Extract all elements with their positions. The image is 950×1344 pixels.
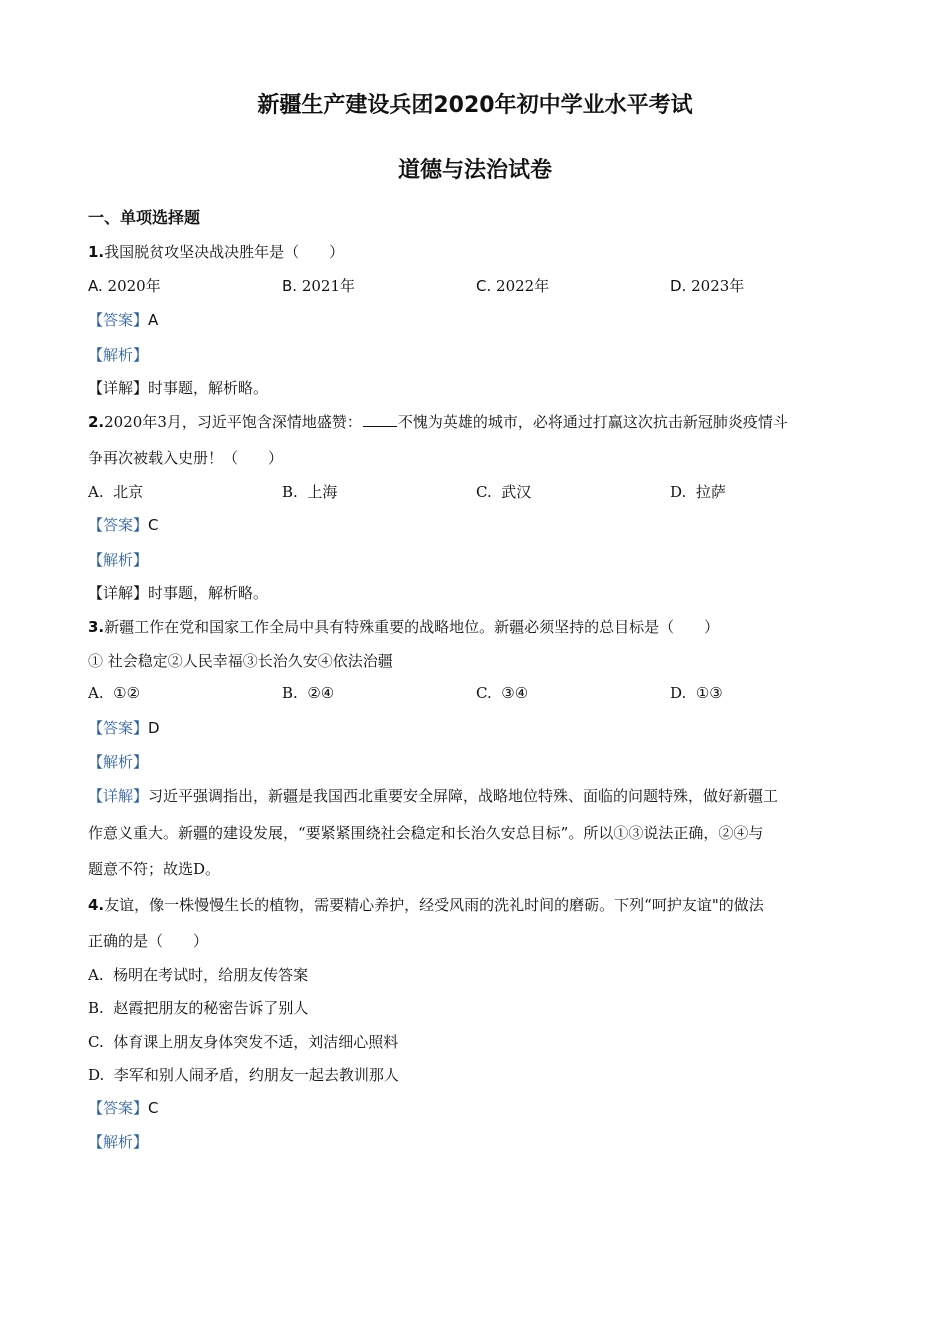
option-text: ①③: [695, 684, 723, 702]
q3-option-c: [476, 684, 528, 702]
option-text: 武汉: [501, 483, 532, 501]
q3-detail: [88, 785, 778, 806]
option-letter: C.: [476, 483, 492, 501]
answer-value: A: [148, 311, 159, 329]
q3-detail-line2: 作意义重大。新疆的建设发展，“要紧紧围绕社会稳定和长治久安总目标”。所以①③说法正确，②④与: [88, 824, 764, 842]
q4-option-a: [88, 964, 308, 985]
q4-option-b: [88, 997, 308, 1018]
question-text: 友谊，像一株慢慢生长的植物，需要精心养护，经受风雨的洗礼时间的磨砺。下列“呵护友谊"的做法: [104, 896, 764, 914]
q3-detail-line3: 题意不符；故选D。: [88, 860, 221, 878]
answer-label: 【答案】: [88, 311, 149, 329]
question-number: 1.: [88, 243, 105, 261]
option-letter: A.: [88, 966, 104, 984]
q3-analysis: [88, 751, 148, 772]
option-letter: B.: [282, 483, 298, 501]
question-3-stem: [88, 616, 719, 637]
option-letter: A.: [88, 277, 103, 295]
question-text: 新疆工作在党和国家工作全局中具有特殊重要的战略地位。新疆必须坚持的总目标是（ ）: [104, 618, 720, 636]
q2-analysis: [88, 549, 148, 570]
q3-option-d: [670, 684, 723, 702]
q1-option-d: [670, 275, 744, 296]
option-letter: A.: [88, 483, 104, 501]
q4-analysis: [88, 1131, 148, 1152]
option-letter: D.: [88, 1066, 105, 1084]
answer-value: C: [148, 1099, 159, 1117]
option-text: 2023年: [691, 277, 745, 295]
answer-label: 【答案】: [88, 1099, 149, 1117]
q3-answer: [88, 717, 160, 738]
option-text: 体育课上朋友身体突发不适，刘洁细心照料: [113, 1033, 399, 1051]
option-text: 2021年: [301, 277, 356, 295]
q2-option-b: [282, 481, 337, 502]
question-text: 争再次被载入史册！（ ）: [88, 449, 284, 467]
answer-label: 【答案】: [88, 719, 149, 737]
q1-analysis: [88, 344, 148, 365]
question-4-stem: [88, 894, 764, 915]
option-text: ③④: [501, 684, 529, 702]
page-subtitle: 道德与法治试卷: [397, 158, 552, 183]
option-text: 2022年: [496, 277, 550, 295]
q2-detail: [88, 582, 268, 603]
question-2-stem: [88, 411, 788, 432]
option-text: 赵霞把朋友的秘密告诉了别人: [113, 999, 309, 1017]
question-text: 不愧为英雄的城市，必将通过打赢这次抗击新冠肺炎疫情斗: [397, 413, 788, 431]
question-2-stem-cont: [88, 447, 283, 468]
option-letter: D.: [670, 684, 687, 702]
option-text: 杨明在考试时，给朋友传答案: [113, 966, 309, 984]
option-text: 北京: [113, 483, 144, 501]
q3-option-a: [88, 684, 140, 702]
analysis-label: 【解析】: [88, 1133, 149, 1151]
q4-option-d: [88, 1064, 399, 1085]
q3-option-b: [282, 684, 334, 702]
question-text: 2020年3月，习近平饱含深情地盛赞：: [104, 413, 362, 431]
detail-text: 时事题，解析略。: [148, 379, 269, 397]
option-letter: C.: [476, 684, 492, 702]
q2-option-c: [476, 481, 531, 502]
option-letter: B.: [282, 684, 298, 702]
option-letter: B.: [88, 999, 104, 1017]
question-4-stem-cont: 正确的是（ ）: [88, 932, 209, 950]
detail-label: 【详解】: [88, 379, 149, 397]
detail-label: 【详解】: [88, 584, 149, 602]
q4-answer: [88, 1097, 159, 1118]
option-text: ①②: [113, 684, 141, 702]
analysis-label: 【解析】: [88, 551, 149, 569]
option-letter: D.: [670, 483, 687, 501]
analysis-label: 【解析】: [88, 753, 149, 771]
q1-answer: [88, 309, 158, 330]
q4-option-c: [88, 1031, 398, 1052]
q2-option-d: [670, 481, 726, 502]
q2-answer: [88, 514, 159, 535]
option-letter: C.: [476, 277, 492, 295]
detail-text: 习近平强调指出，新疆是我国西北重要安全屏障，战略地位特殊、面临的问题特殊，做好新疆工: [148, 787, 779, 805]
page-title: 新疆生产建设兵团2020年初中学业水平考试: [257, 93, 693, 118]
option-letter: C.: [88, 1033, 104, 1051]
detail-label: 【详解】: [88, 787, 149, 805]
question-number: 2.: [88, 413, 105, 431]
question-text: 我国脱贫攻坚决战决胜年是（ ）: [104, 243, 345, 261]
answer-value: C: [148, 516, 159, 534]
option-text: 上海: [307, 483, 338, 501]
q2-option-a: [88, 481, 143, 502]
fill-blank: [363, 425, 397, 427]
option-letter: B.: [282, 277, 298, 295]
question-number: 4.: [88, 896, 105, 914]
detail-text: 时事题，解析略。: [148, 584, 269, 602]
option-text: ②④: [307, 684, 335, 702]
option-letter: A.: [88, 684, 104, 702]
q1-detail: [88, 377, 268, 398]
option-text: 拉萨: [695, 483, 726, 501]
analysis-label: 【解析】: [88, 346, 149, 364]
answer-value: D: [148, 719, 160, 737]
q1-option-a: [88, 275, 161, 296]
question-1-stem: [88, 241, 344, 262]
option-text: 李军和别人闹矛盾，约朋友一起去教训那人: [113, 1066, 399, 1084]
section-heading: 一、单项选择题: [88, 208, 201, 227]
q3-items: ① 社会稳定②人民幸福③长治久安④依法治疆: [88, 652, 393, 670]
q1-option-b: [282, 275, 355, 296]
answer-label: 【答案】: [88, 516, 149, 534]
q1-option-c: [476, 275, 549, 296]
option-text: 2020年: [107, 277, 161, 295]
option-letter: D.: [670, 277, 687, 295]
question-number: 3.: [88, 618, 105, 636]
